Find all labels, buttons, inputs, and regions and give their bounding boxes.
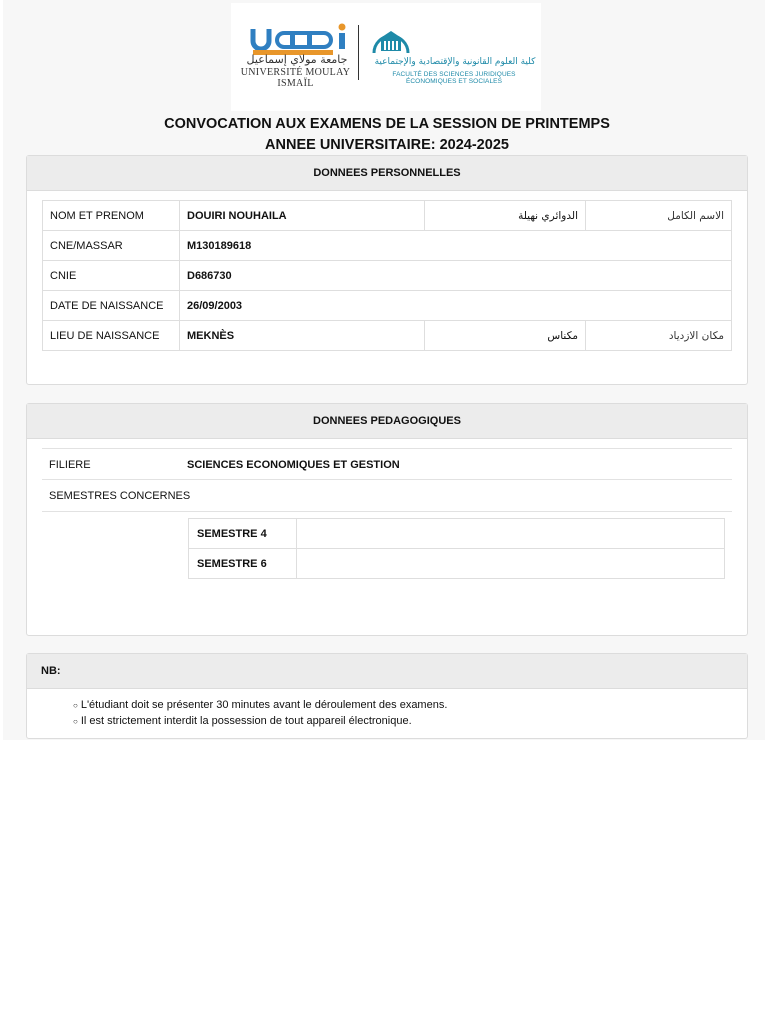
note-text: L'étudiant doit se présenter 30 minutes avant le déroulement des examens. [80, 699, 448, 711]
pedagogic-data-panel [26, 403, 748, 636]
faculty-logo-icon [371, 25, 411, 55]
semester-detail [297, 549, 725, 579]
note-item [73, 699, 447, 711]
umi-french-name: UNIVERSITÉ MOULAY ISMAÏL [240, 67, 351, 89]
convocation-page [3, 0, 765, 740]
umi-arabic-name: جامعة مولاي إسماعيل [246, 53, 348, 66]
table-row [43, 261, 732, 291]
full-name-arabic-value: الدوائري نهيلة [425, 201, 586, 231]
semesters-row [42, 479, 732, 512]
semester-name: SEMESTRE 4 [189, 519, 297, 549]
notes-heading: NB: [27, 654, 747, 689]
notes-panel [26, 653, 748, 739]
table-row [43, 291, 732, 321]
field-label: CNIE [43, 261, 180, 291]
semesters-label: SEMESTRES CONCERNES [49, 489, 191, 502]
faculty-french-name: FACULTÉ DES SCIENCES JURIDIQUES ÉCONOMIQUES ET SOCIALES [392, 71, 516, 85]
birth-date-value: 26/09/2003 [180, 291, 732, 321]
filiere-row [42, 448, 732, 480]
field-label: LIEU DE NAISSANCE [43, 321, 180, 351]
cne-value: M130189618 [180, 231, 732, 261]
note-item [73, 715, 412, 727]
cnie-value: D686730 [180, 261, 732, 291]
semester-detail [297, 519, 725, 549]
note-text: Il est strictement interdit la possession de tout appareil électronique. [80, 715, 412, 727]
document-title: CONVOCATION AUX EXAMENS DE LA SESSION DE PRINTEMPS [164, 116, 610, 132]
field-label: NOM ET PRENOM [43, 201, 180, 231]
bullet-icon: ○ [73, 701, 78, 710]
field-label-arabic: الاسم الكامل [586, 201, 732, 231]
pedagogic-data-heading: DONNEES PEDAGOGIQUES [27, 404, 747, 439]
faculty-arabic-name: كلية العلوم القانونية والإقتصادية والإجتماعية [374, 57, 536, 67]
table-row [189, 519, 725, 549]
field-label-arabic: مكان الازدياد [586, 321, 732, 351]
semester-name: SEMESTRE 6 [189, 549, 297, 579]
table-row [43, 201, 732, 231]
logo-divider [358, 25, 359, 80]
table-row [43, 231, 732, 261]
personal-data-panel [26, 155, 748, 385]
filiere-label: FILIERE [49, 458, 91, 471]
filiere-value: SCIENCES ECONOMIQUES ET GESTION [187, 458, 400, 471]
personal-data-table [42, 200, 732, 351]
field-label: CNE/MASSAR [43, 231, 180, 261]
table-row [189, 549, 725, 579]
personal-data-heading: DONNEES PERSONNELLES [27, 156, 747, 191]
header-logos [231, 3, 541, 111]
birth-place-value: MEKNÈS [180, 321, 425, 351]
field-label: DATE DE NAISSANCE [43, 291, 180, 321]
birth-place-arabic-value: مكناس [425, 321, 586, 351]
table-row [43, 321, 732, 351]
academic-year: ANNEE UNIVERSITAIRE: 2024-2025 [265, 137, 509, 153]
full-name-value: DOUIRI NOUHAILA [180, 201, 425, 231]
semesters-table [188, 518, 725, 579]
bullet-icon: ○ [73, 717, 78, 726]
